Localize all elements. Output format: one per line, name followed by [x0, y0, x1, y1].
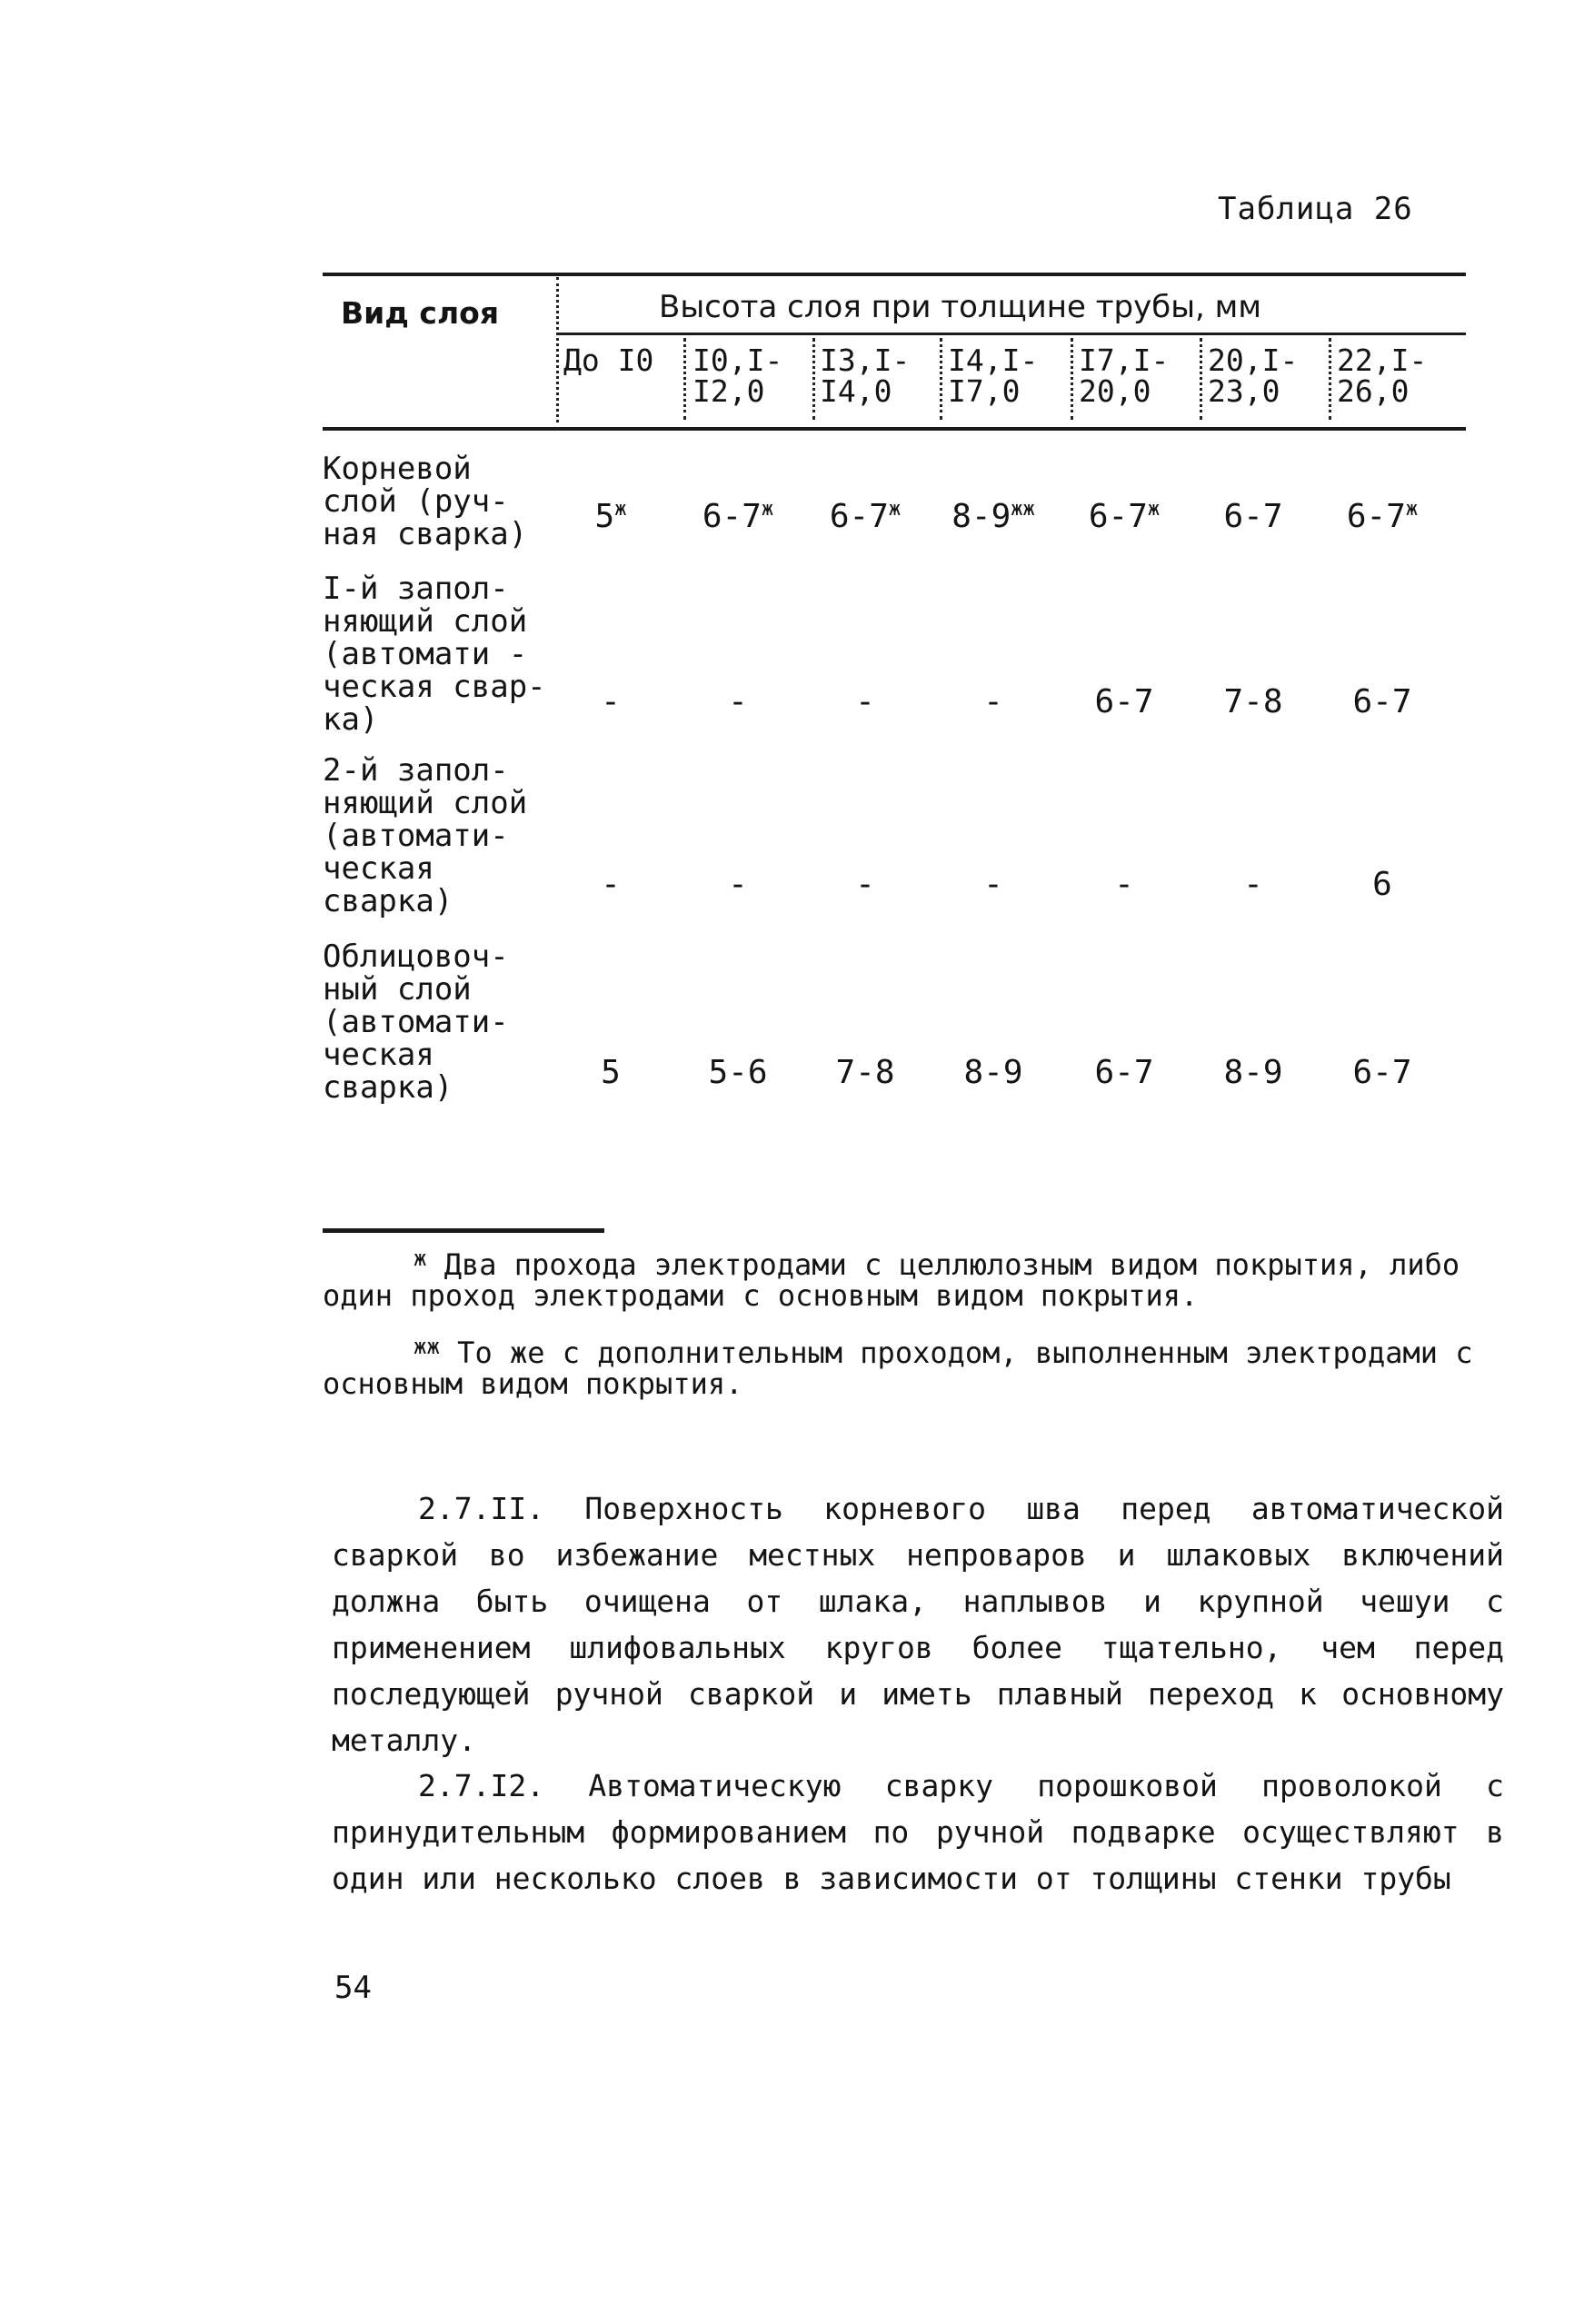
table-cell [1070, 1054, 1179, 1091]
cell-value: 6-7 [829, 498, 889, 535]
table-cell [1199, 1054, 1308, 1091]
table-cell [939, 498, 1048, 535]
footnote-text: То же с дополнительным проходом, выполненным электродами с основным видом покрытия. [323, 1336, 1473, 1401]
page-number: 54 [334, 1970, 372, 2006]
header-separator [1329, 338, 1331, 420]
thickness-header: I7,I- 20,0 [1079, 343, 1170, 409]
table-top-rule [323, 273, 1466, 276]
table-cell [811, 1054, 920, 1091]
table-cell [939, 683, 1048, 720]
table-cell [556, 1054, 665, 1091]
cell-value: 6-7 [702, 498, 762, 535]
table-cell [1328, 1054, 1437, 1091]
row-label-fill1: I-й запол- няющий слой (автомати - ческая свар- ка) [323, 571, 546, 738]
table-cell [683, 866, 792, 903]
cell-value: 6-7 [1352, 1054, 1412, 1091]
cell-value: 5 [601, 1054, 621, 1091]
table-cell [1199, 683, 1308, 720]
table-cell [1328, 683, 1437, 720]
table-cell [1070, 498, 1179, 535]
footnote-text: Два прохода электродами с целлюлозным видом покрытия, либо один проход электродами с основным видом покрытия. [323, 1247, 1460, 1313]
table-caption: Таблица 26 [1218, 191, 1413, 227]
table-cell [811, 498, 920, 535]
thickness-header: 20,I- 23,0 [1208, 343, 1299, 409]
cell-value: 6-7 [1094, 1054, 1154, 1091]
cell-value: 7-8 [1223, 683, 1283, 720]
thickness-header: I4,I- I7,0 [948, 343, 1039, 409]
cell-value: 6-7 [1346, 498, 1406, 535]
footnote-rule [323, 1228, 604, 1233]
cell-value: - [855, 866, 875, 903]
table-cell [939, 1054, 1048, 1091]
table-cell [683, 498, 792, 535]
cell-value: 8-9 [1223, 1054, 1283, 1091]
paragraph-2-7-11: 2.7.II. Поверхность корневого шва перед автоматической сваркой во избежание местных непроваров и шлаковых включений должна быть очищена от шлака, наплывов и крупной чешуи с применением шлифовальных кругов более тщательно, чем перед последующей ручной сваркой и иметь плавный переход к основному металлу. [332, 1491, 1504, 1758]
header-separator [683, 338, 686, 420]
cell-value: - [1243, 866, 1263, 903]
footnote-2 [323, 1331, 1495, 1399]
paragraph-2-7-12: 2.7.I2. Автоматическую сварку порошковой проволокой с принудительным формированием по ручной подварке осуществляют в один или несколько слоев в зависимости от толщины стенки трубы [332, 1768, 1504, 1896]
cell-value: - [728, 866, 748, 903]
cell-value: - [1114, 866, 1134, 903]
cell-value: - [983, 866, 1003, 903]
cell-footnote-mark: ж [888, 498, 902, 521]
thickness-header: До I0 [563, 343, 654, 378]
cell-value: 5-6 [708, 1054, 768, 1091]
header-separator [1071, 338, 1073, 420]
header-separator [940, 338, 942, 420]
table-cell [556, 866, 665, 903]
cell-value: 6 [1372, 866, 1392, 903]
cell-value: 6-7 [1094, 683, 1154, 720]
cell-value: 5 [594, 498, 615, 535]
table-cell [1070, 866, 1179, 903]
table-cell [1328, 498, 1437, 535]
cell-footnote-mark: ж [614, 498, 627, 521]
cell-value: 7-8 [835, 1054, 895, 1091]
header-separator [812, 338, 815, 420]
table-cell [811, 683, 920, 720]
footnote-mark: ж [413, 1246, 427, 1271]
cell-value: 6-7 [1223, 498, 1283, 535]
cell-footnote-mark: жж [1011, 498, 1035, 521]
header-bottom-rule [323, 427, 1466, 431]
table-cell [1199, 866, 1308, 903]
cell-value: 8-9 [951, 498, 1011, 535]
thickness-header: I0,I- I2,0 [692, 343, 783, 409]
table-cell [683, 1054, 792, 1091]
cell-value: - [855, 683, 875, 720]
cell-value: 8-9 [963, 1054, 1023, 1091]
cell-value: - [601, 683, 621, 720]
table-cell [683, 683, 792, 720]
row-label-root: Корневой слой (руч- ная сварка) [323, 451, 528, 552]
table-cell [1070, 683, 1179, 720]
header-separator [556, 277, 559, 422]
thickness-header: I3,I- I4,0 [820, 343, 911, 409]
cell-footnote-mark: ж [1405, 498, 1419, 521]
footnote-mark: жж [413, 1334, 440, 1359]
cell-footnote-mark: ж [1147, 498, 1161, 521]
layer-column-header: Вид слоя [341, 295, 500, 331]
header-mid-rule [559, 333, 1466, 335]
table-cell [1328, 866, 1437, 903]
cell-value: - [728, 683, 748, 720]
table-cell [556, 683, 665, 720]
table-cell [556, 498, 665, 535]
table-cell [811, 866, 920, 903]
thickness-span-header: Высота слоя при толщине трубы, мм [659, 289, 1261, 325]
table-cell [1199, 498, 1308, 535]
cell-value: 6-7 [1088, 498, 1148, 535]
cell-value: - [601, 866, 621, 903]
cell-value: 6-7 [1352, 683, 1412, 720]
row-label-fill2: 2-й запол- няющий слой (автомати- ческая сварка) [323, 752, 528, 919]
row-label-cap: Облицовоч- ный слой (автомати- ческая сварка) [323, 939, 509, 1106]
header-separator [1200, 338, 1202, 420]
footnote-1 [323, 1243, 1495, 1311]
cell-value: - [983, 683, 1003, 720]
table-cell [939, 866, 1048, 903]
cell-footnote-mark: ж [761, 498, 774, 521]
thickness-header: 22,I- 26,0 [1337, 343, 1428, 409]
